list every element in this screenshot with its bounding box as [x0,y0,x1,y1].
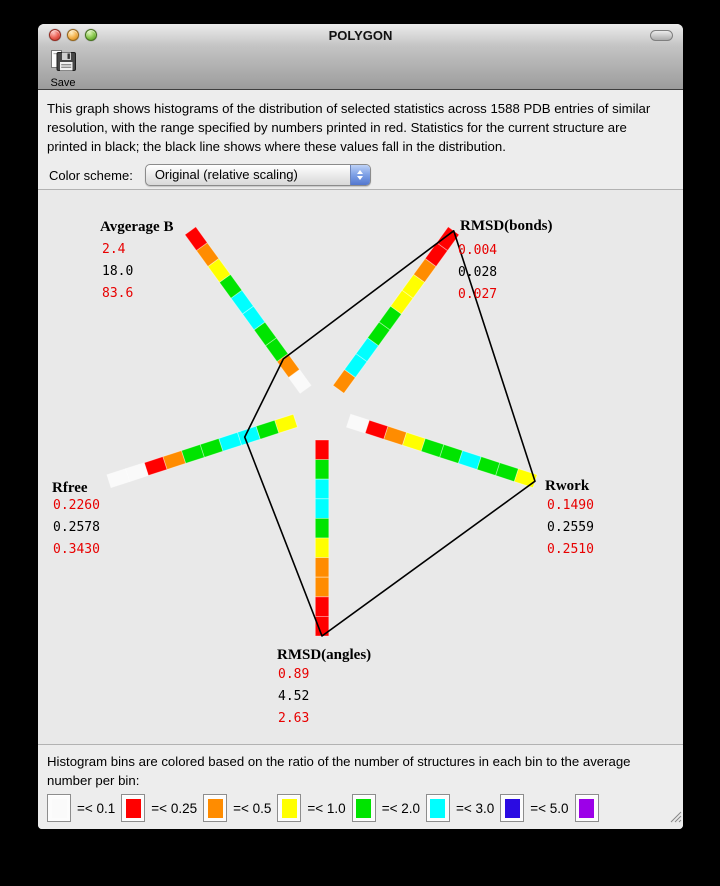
legend-row [47,794,675,822]
legend-label: =< 5.0 [530,800,569,816]
histogram-bin [315,577,329,597]
axis-label-rmsd-angles: RMSD(angles) [277,647,372,663]
legend-swatch-white[interactable] [47,794,71,822]
toolbar [38,46,683,90]
window-title: POLYGON [328,28,393,43]
description-text: This graph shows histograms of the distribution of selected statistics across 1588 PDB entries of similar resolution, with the range specified by numbers printed in red. Statistics for the current structure are printed in black; the black line shows where these values fall in the distribution. [47,101,651,154]
histogram-bin [315,597,329,617]
axis-bar-rmsd-angles [315,440,329,636]
axis-label-avgerage-b: Avgerage B [100,219,174,235]
legend-label: =< 0.1 [77,800,116,816]
axis-current-value-rmsd-angles: 4.52 [278,689,310,704]
histogram-bin [315,460,329,480]
axis-current-value-avgerage-b: 18.0 [102,264,134,279]
description-panel [38,90,683,190]
axis-current-value-rwork: 0.2559 [547,520,594,535]
save-floppy-icon [50,60,77,77]
legend-label: =< 1.0 [307,800,346,816]
legend-swatch-blue[interactable] [500,794,524,822]
axis-bar-avgerage-b [185,227,311,393]
resize-grip[interactable] [669,810,682,828]
axis-label-rmsd-bonds: RMSD(bonds) [460,218,553,234]
axis-max-value-rfree: 0.3430 [53,542,100,557]
legend-panel [38,745,683,829]
save-button[interactable] [46,47,80,89]
histogram-bin [315,440,329,460]
axis-max-value-rmsd-angles: 2.63 [278,711,310,726]
legend-label: =< 3.0 [455,800,495,816]
histogram-bin [315,558,329,578]
title-bar[interactable] [38,24,683,46]
axis-min-value-rwork: 0.1490 [547,498,594,513]
legend-swatch-orange[interactable] [203,794,227,822]
axis-bar-rwork [347,414,538,487]
popup-arrows-icon [350,165,370,185]
histogram-bin [107,469,130,488]
axis-min-value-rmsd-angles: 0.89 [278,667,310,682]
legend-description-text: Histogram bins are colored based on the ratio of the number of structures in each bin to the average number per bin: [47,754,631,788]
axis-bar-rfree [107,414,298,487]
axis-max-value-rmsd-bonds: 0.027 [458,287,498,302]
save-button-label: Save [50,77,76,89]
cyan-color-chip [430,799,445,818]
toolbar-toggle-button[interactable] [650,30,673,41]
axis-min-value-rmsd-bonds: 0.004 [458,243,498,258]
axis-label-rfree: Rfree [52,480,88,496]
color-scheme-selected-value: Original (relative scaling) [154,167,298,182]
histogram-bin [315,479,329,499]
histogram-bin [315,518,329,538]
green-color-chip [356,799,371,818]
legend-swatch-yellow[interactable] [277,794,301,822]
axis-min-value-avgerage-b: 2.4 [102,242,126,257]
polygon-window [38,24,683,829]
legend-swatch-red[interactable] [121,794,145,822]
color-scheme-label: Color scheme: [49,167,133,183]
axis-label-rwork: Rwork [545,478,590,494]
legend-swatch-green[interactable] [352,794,376,822]
color-scheme-select[interactable] [145,164,371,186]
plot-canvas [38,190,683,744]
axis-current-value-rfree: 0.2578 [53,520,100,535]
red-color-chip [126,799,141,818]
histogram-bin [315,538,329,558]
axis-max-value-rwork: 0.2510 [547,542,594,557]
orange-color-chip [208,799,223,818]
plot-panel [38,190,683,745]
legend-swatch-purple[interactable] [575,794,599,822]
histogram-bin [315,499,329,519]
white-color-chip [52,799,67,818]
legend-label: =< 0.25 [151,800,198,816]
legend-label: =< 2.0 [381,800,420,816]
axis-max-value-avgerage-b: 83.6 [102,286,134,301]
yellow-color-chip [282,799,297,818]
color-scheme-row [47,164,675,186]
blue-color-chip [505,799,520,818]
legend-swatch-cyan[interactable] [426,794,450,822]
legend-label: =< 0.5 [233,800,272,816]
axis-current-value-rmsd-bonds: 0.028 [458,265,498,280]
purple-color-chip [579,799,594,818]
axis-min-value-rfree: 0.2260 [53,498,100,513]
axis-bar-rmsd-bonds [333,227,459,393]
